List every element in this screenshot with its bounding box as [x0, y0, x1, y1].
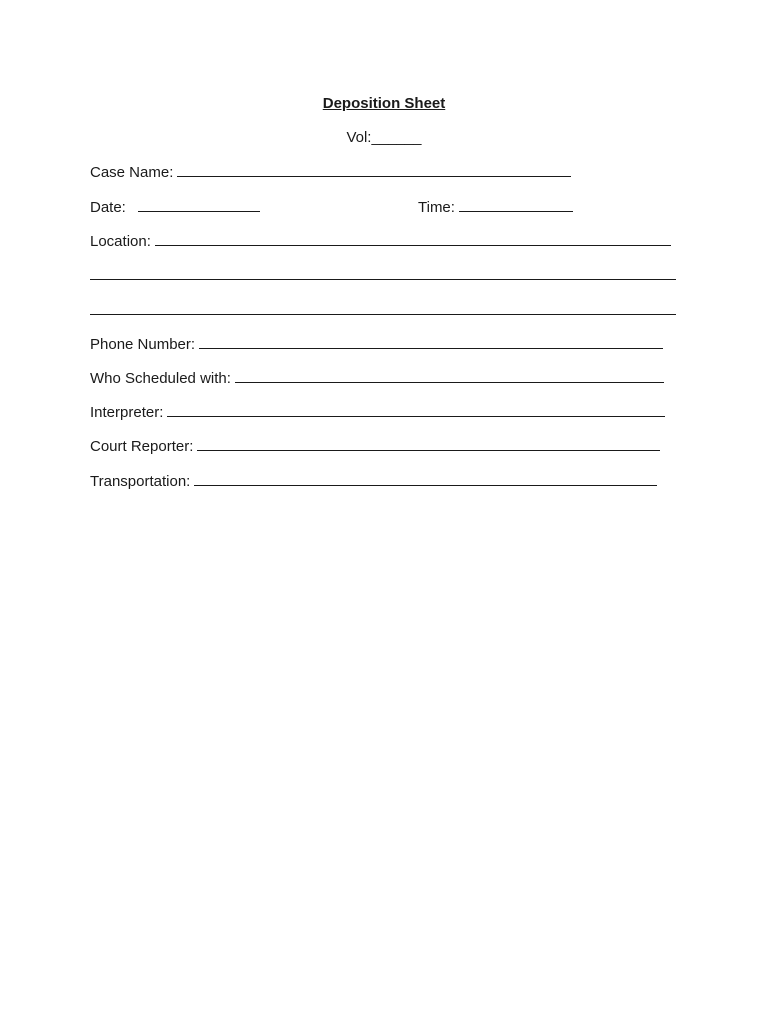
case-name-blank[interactable] [177, 162, 571, 177]
interpreter-row [90, 402, 665, 422]
volume-label: Vol:______ [346, 129, 422, 146]
phone-label: Phone Number: [90, 336, 196, 353]
case-name-row [90, 162, 571, 182]
transportation-blank[interactable] [194, 471, 657, 486]
time-row [418, 197, 573, 217]
volume-field [0, 128, 768, 148]
scheduled-row [90, 368, 664, 388]
time-blank[interactable] [459, 197, 573, 212]
phone-blank[interactable] [199, 334, 663, 349]
date-row [90, 197, 260, 217]
phone-row [90, 334, 663, 354]
court-reporter-blank[interactable] [197, 436, 660, 451]
page-title [0, 94, 768, 114]
scheduled-blank[interactable] [235, 368, 664, 383]
date-blank[interactable] [138, 197, 260, 212]
location-blank[interactable] [155, 231, 671, 246]
location-row [90, 231, 671, 251]
transportation-row [90, 471, 657, 491]
court-reporter-label: Court Reporter: [90, 438, 194, 455]
time-label: Time: [418, 199, 455, 216]
location-label: Location: [90, 233, 151, 250]
location-line-2[interactable] [90, 265, 676, 280]
case-name-label: Case Name: [90, 164, 174, 181]
title-text: Deposition Sheet [322, 95, 446, 112]
court-reporter-row [90, 436, 660, 456]
scheduled-label: Who Scheduled with: [90, 370, 231, 387]
transportation-label: Transportation: [90, 473, 191, 490]
interpreter-blank[interactable] [167, 402, 665, 417]
location-line-3[interactable] [90, 300, 676, 315]
date-label: Date: [90, 199, 126, 216]
interpreter-label: Interpreter: [90, 404, 164, 421]
